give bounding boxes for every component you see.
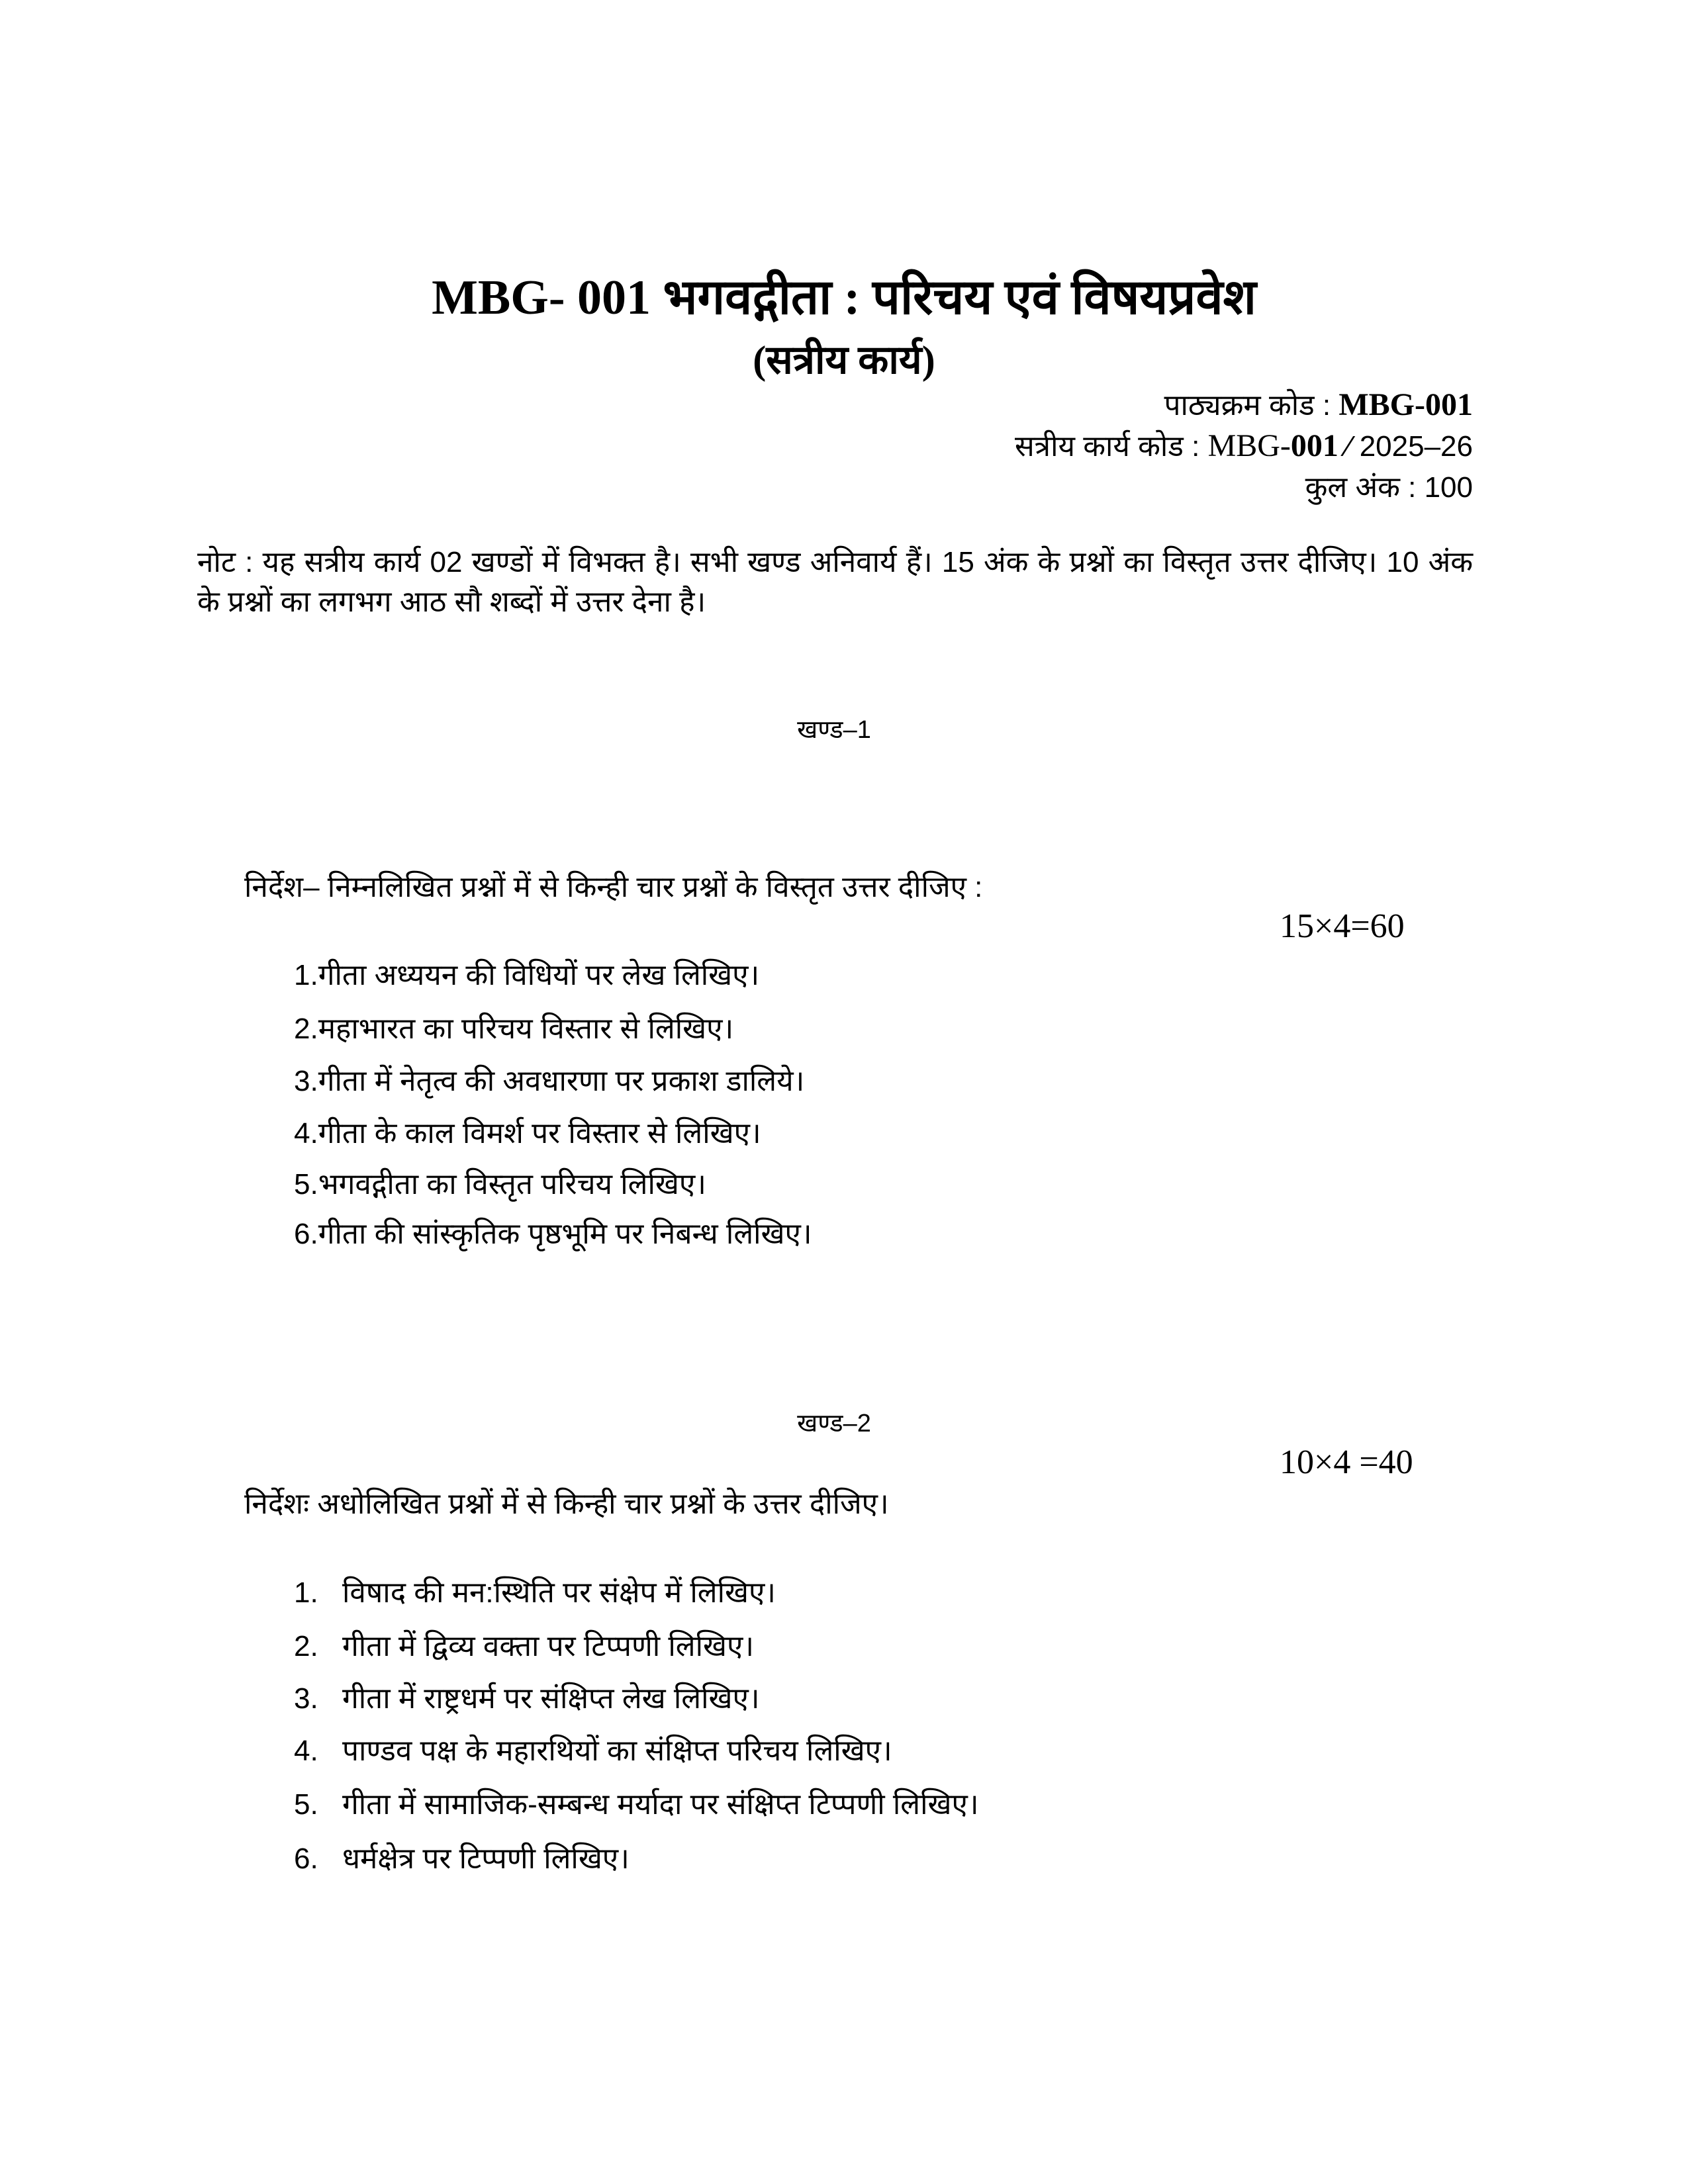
total-marks-label: कुल अंक : — [1305, 471, 1417, 504]
assignment-code-prefix: MBG- — [1207, 428, 1291, 463]
section-2-question: 1. विषाद की मन:स्थिति पर संक्षेप में लिखिए। — [294, 1576, 776, 1609]
section-2-question: 2. गीता में द्विव्य वक्ता पर टिप्पणी लिखिए। — [294, 1630, 755, 1662]
assignment-code-label: सत्रीय कार्य कोड : — [1015, 430, 1200, 463]
assignment-code-number: 001 — [1290, 428, 1338, 463]
section-1-question: 1.गीता अध्ययन की विधियों पर लेख लिखिए। — [294, 959, 760, 991]
section-2-marks: 10×4 =40 — [1280, 1443, 1413, 1481]
total-marks: 100 — [1424, 471, 1473, 504]
course-code: MBG-001 — [1338, 387, 1473, 422]
section-2-question: 6. धर्मक्षेत्र पर टिप्पणी लिखिए। — [294, 1843, 630, 1875]
section-2-question: 3. गीता में राष्ट्रधर्म पर संक्षिप्त लेख लिखिए। — [294, 1682, 760, 1715]
section-1-question: 2.महाभारत का परिचय विस्तार से लिखिए। — [294, 1013, 734, 1045]
section-2-question: 5. गीता में सामाजिक-सम्बन्ध मर्यादा पर संक्षिप्त टिप्पणी लिखिए। — [294, 1788, 979, 1821]
instructions-note: नोट : यह सत्रीय कार्य 02 खण्डों में विभक्त है। सभी खण्ड अनिवार्य हैं। 15 अंक के प्रश्नों का विस्तृत उत्तर दीजिए। 10 अंक के प्रश्नों का लगभग आठ सौ शब्दों में उत्तर देना है। — [197, 546, 1473, 618]
assignment-code-line — [1015, 425, 1473, 465]
section-2-heading: खण्ड–2 — [797, 1410, 871, 1437]
section-1-question: 6.गीता की सांस्कृतिक पृष्ठभूमि पर निबन्ध लिखिए। — [294, 1218, 812, 1250]
page-title: MBG- 001 भगवद्गीता : परिचय एवं विषयप्रवेश — [432, 271, 1256, 325]
section-1-question: 4.गीता के काल विमर्श पर विस्तार से लिखिए। — [294, 1117, 761, 1150]
section-1-question: 3.गीता में नेतृत्व की अवधारणा पर प्रकाश डालिये। — [294, 1065, 805, 1097]
section-1-marks: 15×4=60 — [1280, 907, 1405, 945]
total-marks-line — [1305, 466, 1473, 506]
page-subtitle: (सत्रीय कार्य) — [753, 338, 935, 382]
course-code-line — [1164, 384, 1473, 424]
section-1-question: 5.भगवद्गीता का विस्तृत परिचय लिखिए। — [294, 1168, 706, 1201]
assignment-session: ⁄ 2025–26 — [1338, 430, 1473, 463]
section-2-question: 4. पाण्डव पक्ष के महारथियों का संक्षिप्त परिचय लिखिए। — [294, 1735, 892, 1767]
course-code-label: पाठ्यक्रम कोड : — [1164, 389, 1331, 422]
section-1-direction: निर्देश– निम्नलिखित प्रश्नों में से किन्ही चार प्रश्नों के विस्तृत उत्तर दीजिए : — [244, 871, 983, 903]
section-2-direction: निर्देशः अधोलिखित प्रश्नों में से किन्ही चार प्रश्नों के उत्तर दीजिए। — [244, 1488, 889, 1520]
section-1-heading: खण्ड–1 — [797, 716, 871, 744]
